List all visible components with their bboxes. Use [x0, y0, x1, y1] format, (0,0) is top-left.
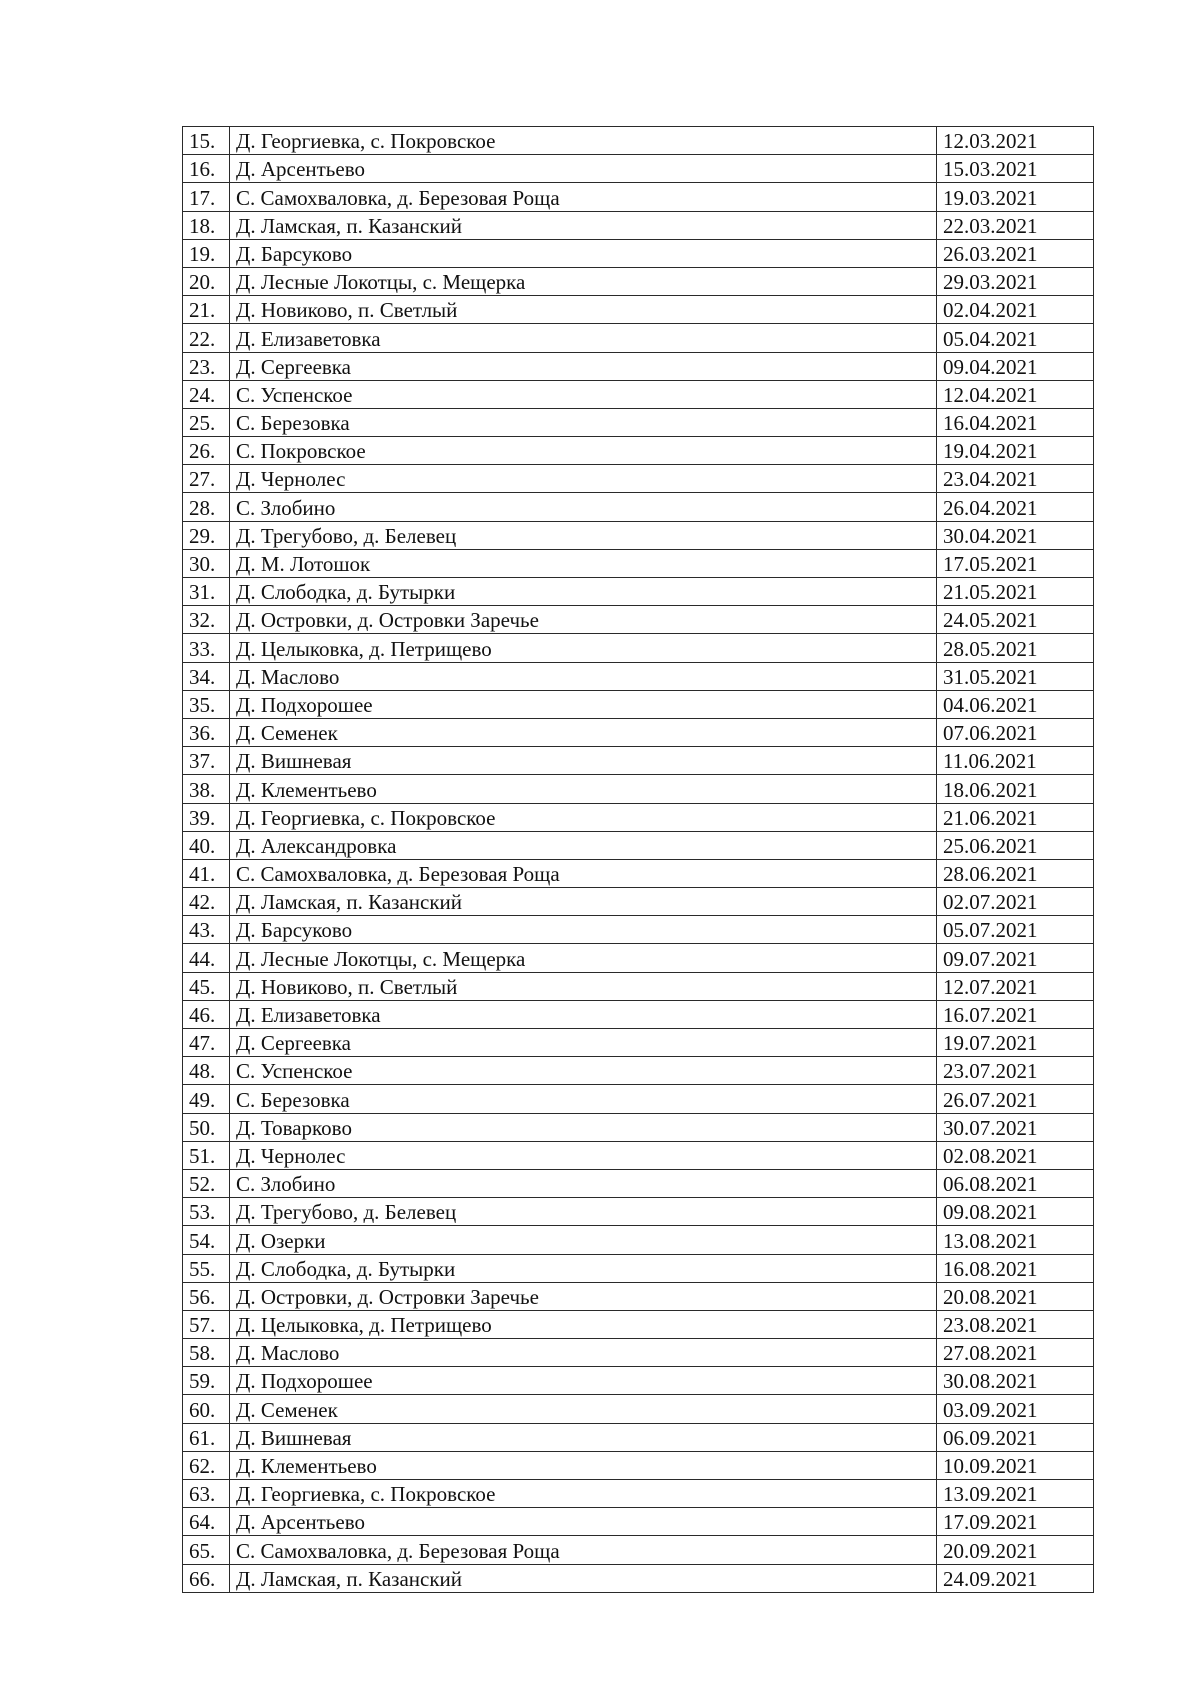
settlement-name-cell: С. Березовка [230, 1085, 937, 1113]
date-cell: 26.03.2021 [937, 239, 1094, 267]
settlement-name-cell: Д. Арсентьево [230, 155, 937, 183]
table-row [183, 718, 1094, 746]
table-row [183, 1057, 1094, 1085]
date-cell: 20.08.2021 [937, 1282, 1094, 1310]
date-cell: 20.09.2021 [937, 1536, 1094, 1564]
row-number-cell: 54. [183, 1226, 230, 1254]
row-number-cell: 64. [183, 1508, 230, 1536]
row-number-cell: 16. [183, 155, 230, 183]
date-cell: 02.04.2021 [937, 296, 1094, 324]
row-number-cell: 19. [183, 239, 230, 267]
table-row [183, 324, 1094, 352]
table-row [183, 1226, 1094, 1254]
row-number-cell: 61. [183, 1423, 230, 1451]
table-row [183, 662, 1094, 690]
settlement-name-cell: Д. Барсуково [230, 239, 937, 267]
date-cell: 19.04.2021 [937, 437, 1094, 465]
table-row [183, 1339, 1094, 1367]
settlement-name-cell: Д. Слободка, д. Бутырки [230, 1254, 937, 1282]
row-number-cell: 29. [183, 521, 230, 549]
date-cell: 02.08.2021 [937, 1141, 1094, 1169]
settlement-name-cell: Д. Островки, д. Островки Заречье [230, 1282, 937, 1310]
row-number-cell: 55. [183, 1254, 230, 1282]
table-row [183, 1367, 1094, 1395]
schedule-table [182, 126, 1094, 1593]
date-cell: 18.06.2021 [937, 775, 1094, 803]
date-cell: 16.08.2021 [937, 1254, 1094, 1282]
row-number-cell: 53. [183, 1198, 230, 1226]
table-row [183, 493, 1094, 521]
row-number-cell: 27. [183, 465, 230, 493]
row-number-cell: 56. [183, 1282, 230, 1310]
settlement-name-cell: Д. Новиково, п. Светлый [230, 972, 937, 1000]
row-number-cell: 43. [183, 916, 230, 944]
row-number-cell: 26. [183, 437, 230, 465]
row-number-cell: 47. [183, 1029, 230, 1057]
row-number-cell: 22. [183, 324, 230, 352]
date-cell: 30.08.2021 [937, 1367, 1094, 1395]
table-row [183, 1480, 1094, 1508]
table-row [183, 888, 1094, 916]
row-number-cell: 50. [183, 1113, 230, 1141]
settlement-name-cell: Д. Георгиевка, с. Покровское [230, 127, 937, 155]
table-row [183, 1254, 1094, 1282]
table-row [183, 1085, 1094, 1113]
settlement-name-cell: Д. Ламская, п. Казанский [230, 888, 937, 916]
table-row [183, 1113, 1094, 1141]
settlement-name-cell: Д. Чернолес [230, 465, 937, 493]
row-number-cell: 39. [183, 803, 230, 831]
settlement-name-cell: Д. Целыковка, д. Петрищево [230, 1310, 937, 1338]
row-number-cell: 21. [183, 296, 230, 324]
table-row [183, 1310, 1094, 1338]
settlement-name-cell: Д. Новиково, п. Светлый [230, 296, 937, 324]
table-row [183, 437, 1094, 465]
date-cell: 23.07.2021 [937, 1057, 1094, 1085]
settlement-name-cell: Д. Ламская, п. Казанский [230, 1564, 937, 1592]
table-row [183, 775, 1094, 803]
date-cell: 17.09.2021 [937, 1508, 1094, 1536]
date-cell: 19.07.2021 [937, 1029, 1094, 1057]
table-row [183, 1169, 1094, 1197]
settlement-name-cell: Д. Георгиевка, с. Покровское [230, 1480, 937, 1508]
date-cell: 03.09.2021 [937, 1395, 1094, 1423]
table-row [183, 578, 1094, 606]
settlement-name-cell: Д. Подхорошее [230, 690, 937, 718]
table-row [183, 972, 1094, 1000]
date-cell: 04.06.2021 [937, 690, 1094, 718]
date-cell: 29.03.2021 [937, 267, 1094, 295]
settlement-name-cell: Д. Маслово [230, 1339, 937, 1367]
table-row [183, 380, 1094, 408]
settlement-name-cell: Д. Озерки [230, 1226, 937, 1254]
table-row [183, 1141, 1094, 1169]
row-number-cell: 62. [183, 1451, 230, 1479]
date-cell: 23.04.2021 [937, 465, 1094, 493]
table-row [183, 1451, 1094, 1479]
row-number-cell: 18. [183, 211, 230, 239]
settlement-name-cell: Д. Георгиевка, с. Покровское [230, 803, 937, 831]
settlement-name-cell: С. Березовка [230, 408, 937, 436]
settlement-name-cell: С. Злобино [230, 1169, 937, 1197]
settlement-name-cell: Д. М. Лотошок [230, 549, 937, 577]
table-row [183, 352, 1094, 380]
date-cell: 10.09.2021 [937, 1451, 1094, 1479]
settlement-name-cell: Д. Елизаветовка [230, 324, 937, 352]
settlement-name-cell: С. Самохваловка, д. Березовая Роща [230, 859, 937, 887]
table-row [183, 606, 1094, 634]
table-row [183, 634, 1094, 662]
row-number-cell: 63. [183, 1480, 230, 1508]
settlement-name-cell: Д. Целыковка, д. Петрищево [230, 634, 937, 662]
settlement-name-cell: Д. Чернолес [230, 1141, 937, 1169]
row-number-cell: 42. [183, 888, 230, 916]
date-cell: 16.04.2021 [937, 408, 1094, 436]
settlement-name-cell: Д. Арсентьево [230, 1508, 937, 1536]
date-cell: 09.07.2021 [937, 944, 1094, 972]
row-number-cell: 36. [183, 718, 230, 746]
date-cell: 30.07.2021 [937, 1113, 1094, 1141]
settlement-name-cell: Д. Клементьево [230, 775, 937, 803]
date-cell: 17.05.2021 [937, 549, 1094, 577]
table-row [183, 944, 1094, 972]
settlement-name-cell: Д. Клементьево [230, 1451, 937, 1479]
row-number-cell: 24. [183, 380, 230, 408]
table-row [183, 1508, 1094, 1536]
date-cell: 06.08.2021 [937, 1169, 1094, 1197]
settlement-name-cell: Д. Островки, д. Островки Заречье [230, 606, 937, 634]
settlement-name-cell: Д. Сергеевка [230, 352, 937, 380]
row-number-cell: 38. [183, 775, 230, 803]
table-row [183, 831, 1094, 859]
table-row [183, 267, 1094, 295]
table-row [183, 408, 1094, 436]
table-row [183, 521, 1094, 549]
table-row [183, 549, 1094, 577]
table-row [183, 747, 1094, 775]
settlement-name-cell: Д. Лесные Локотцы, с. Мещерка [230, 267, 937, 295]
date-cell: 12.03.2021 [937, 127, 1094, 155]
date-cell: 26.04.2021 [937, 493, 1094, 521]
date-cell: 16.07.2021 [937, 1000, 1094, 1028]
table-row [183, 1000, 1094, 1028]
row-number-cell: 52. [183, 1169, 230, 1197]
row-number-cell: 15. [183, 127, 230, 155]
row-number-cell: 33. [183, 634, 230, 662]
table-row [183, 239, 1094, 267]
table-row [183, 1029, 1094, 1057]
date-cell: 13.09.2021 [937, 1480, 1094, 1508]
date-cell: 07.06.2021 [937, 718, 1094, 746]
row-number-cell: 32. [183, 606, 230, 634]
date-cell: 22.03.2021 [937, 211, 1094, 239]
date-cell: 30.04.2021 [937, 521, 1094, 549]
row-number-cell: 25. [183, 408, 230, 436]
row-number-cell: 30. [183, 549, 230, 577]
row-number-cell: 28. [183, 493, 230, 521]
row-number-cell: 51. [183, 1141, 230, 1169]
date-cell: 26.07.2021 [937, 1085, 1094, 1113]
settlement-name-cell: Д. Александровка [230, 831, 937, 859]
settlement-name-cell: Д. Лесные Локотцы, с. Мещерка [230, 944, 937, 972]
table-row [183, 1198, 1094, 1226]
date-cell: 24.05.2021 [937, 606, 1094, 634]
row-number-cell: 31. [183, 578, 230, 606]
date-cell: 27.08.2021 [937, 1339, 1094, 1367]
settlement-name-cell: Д. Товарково [230, 1113, 937, 1141]
settlement-name-cell: С. Покровское [230, 437, 937, 465]
row-number-cell: 17. [183, 183, 230, 211]
row-number-cell: 20. [183, 267, 230, 295]
settlement-name-cell: Д. Слободка, д. Бутырки [230, 578, 937, 606]
date-cell: 13.08.2021 [937, 1226, 1094, 1254]
row-number-cell: 48. [183, 1057, 230, 1085]
settlement-name-cell: Д. Семенек [230, 1395, 937, 1423]
date-cell: 28.06.2021 [937, 859, 1094, 887]
date-cell: 21.05.2021 [937, 578, 1094, 606]
schedule-table-body [183, 127, 1094, 1593]
row-number-cell: 66. [183, 1564, 230, 1592]
settlement-name-cell: С. Успенское [230, 1057, 937, 1085]
date-cell: 06.09.2021 [937, 1423, 1094, 1451]
table-row [183, 1423, 1094, 1451]
table-row [183, 211, 1094, 239]
table-row [183, 183, 1094, 211]
settlement-name-cell: Д. Сергеевка [230, 1029, 937, 1057]
date-cell: 31.05.2021 [937, 662, 1094, 690]
table-row [183, 127, 1094, 155]
row-number-cell: 57. [183, 1310, 230, 1338]
table-row [183, 690, 1094, 718]
row-number-cell: 44. [183, 944, 230, 972]
date-cell: 09.08.2021 [937, 1198, 1094, 1226]
date-cell: 05.04.2021 [937, 324, 1094, 352]
date-cell: 28.05.2021 [937, 634, 1094, 662]
settlement-name-cell: С. Самохваловка, д. Березовая Роща [230, 1536, 937, 1564]
date-cell: 09.04.2021 [937, 352, 1094, 380]
table-row [183, 465, 1094, 493]
table-row [183, 296, 1094, 324]
settlement-name-cell: С. Самохваловка, д. Березовая Роща [230, 183, 937, 211]
settlement-name-cell: Д. Барсуково [230, 916, 937, 944]
settlement-name-cell: Д. Подхорошее [230, 1367, 937, 1395]
date-cell: 12.07.2021 [937, 972, 1094, 1000]
settlement-name-cell: Д. Вишневая [230, 1423, 937, 1451]
table-row [183, 1395, 1094, 1423]
settlement-name-cell: С. Злобино [230, 493, 937, 521]
row-number-cell: 59. [183, 1367, 230, 1395]
settlement-name-cell: Д. Елизаветовка [230, 1000, 937, 1028]
settlement-name-cell: Д. Трегубово, д. Белевец [230, 1198, 937, 1226]
date-cell: 21.06.2021 [937, 803, 1094, 831]
settlement-name-cell: С. Успенское [230, 380, 937, 408]
settlement-name-cell: Д. Вишневая [230, 747, 937, 775]
date-cell: 19.03.2021 [937, 183, 1094, 211]
table-row [183, 1564, 1094, 1592]
settlement-name-cell: Д. Ламская, п. Казанский [230, 211, 937, 239]
table-row [183, 155, 1094, 183]
date-cell: 23.08.2021 [937, 1310, 1094, 1338]
date-cell: 25.06.2021 [937, 831, 1094, 859]
date-cell: 05.07.2021 [937, 916, 1094, 944]
row-number-cell: 23. [183, 352, 230, 380]
date-cell: 02.07.2021 [937, 888, 1094, 916]
row-number-cell: 34. [183, 662, 230, 690]
date-cell: 12.04.2021 [937, 380, 1094, 408]
table-row [183, 1282, 1094, 1310]
row-number-cell: 58. [183, 1339, 230, 1367]
row-number-cell: 35. [183, 690, 230, 718]
row-number-cell: 45. [183, 972, 230, 1000]
row-number-cell: 40. [183, 831, 230, 859]
table-row [183, 916, 1094, 944]
row-number-cell: 49. [183, 1085, 230, 1113]
date-cell: 15.03.2021 [937, 155, 1094, 183]
table-row [183, 803, 1094, 831]
row-number-cell: 37. [183, 747, 230, 775]
row-number-cell: 60. [183, 1395, 230, 1423]
table-row [183, 859, 1094, 887]
date-cell: 11.06.2021 [937, 747, 1094, 775]
row-number-cell: 46. [183, 1000, 230, 1028]
row-number-cell: 65. [183, 1536, 230, 1564]
settlement-name-cell: Д. Трегубово, д. Белевец [230, 521, 937, 549]
table-row [183, 1536, 1094, 1564]
date-cell: 24.09.2021 [937, 1564, 1094, 1592]
settlement-name-cell: Д. Семенек [230, 718, 937, 746]
row-number-cell: 41. [183, 859, 230, 887]
settlement-name-cell: Д. Маслово [230, 662, 937, 690]
